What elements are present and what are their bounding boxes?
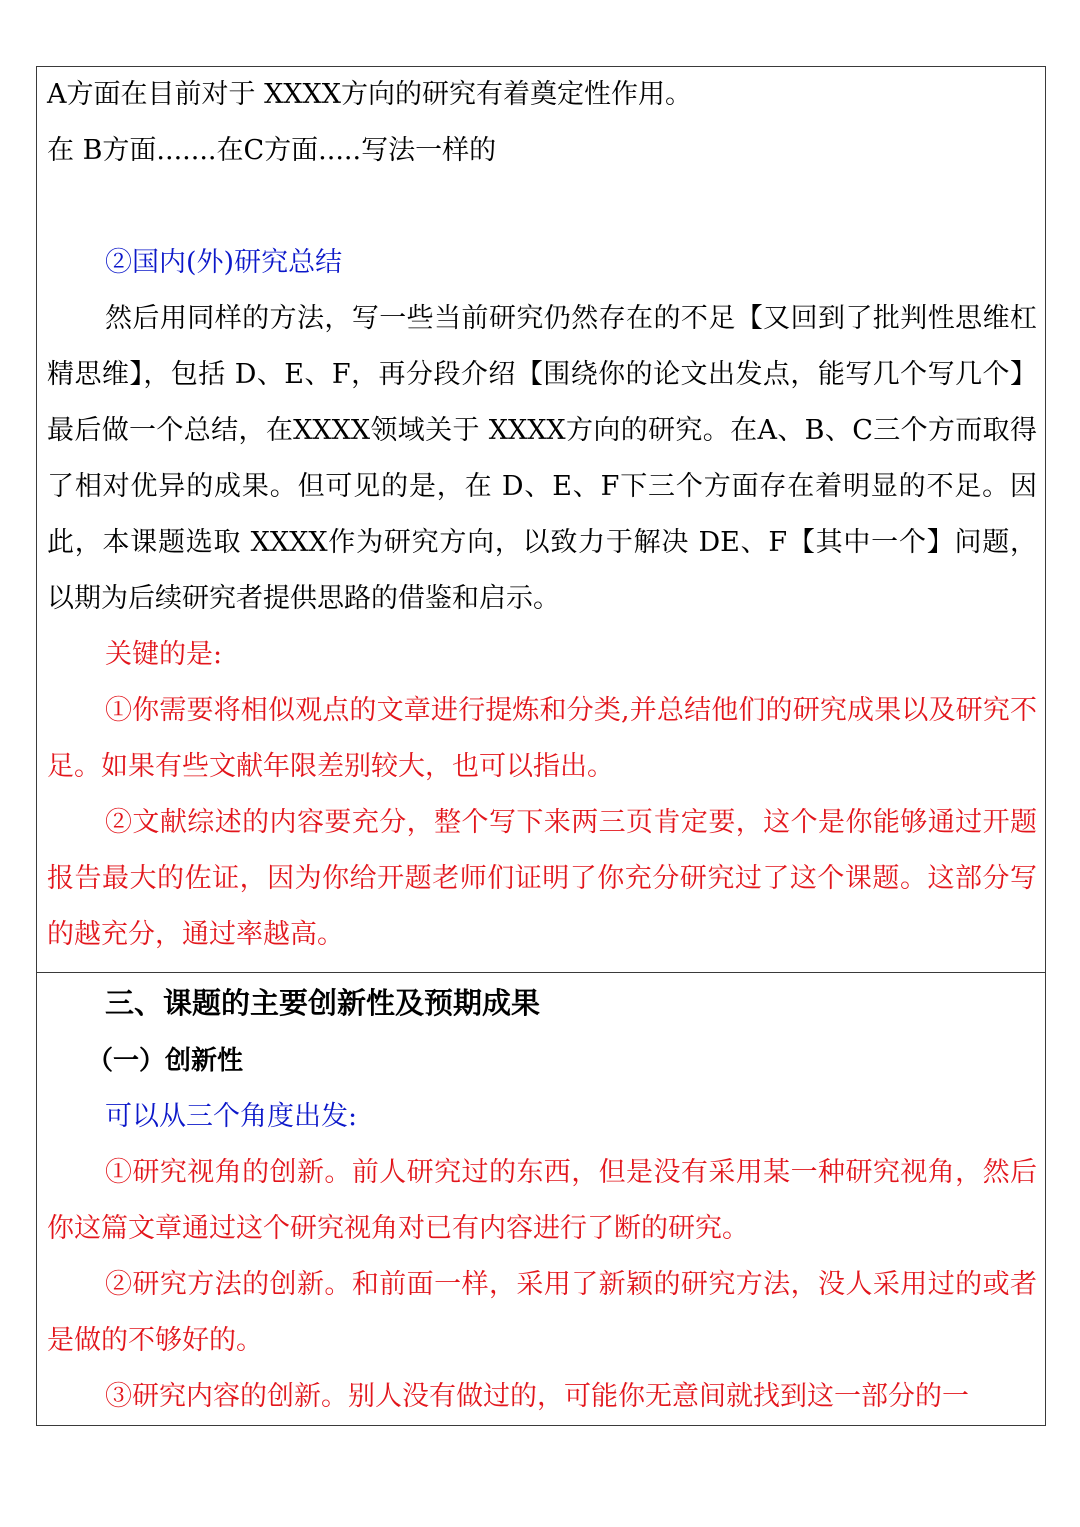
innovation-point-3: ③研究内容的创新。别人没有做过的，可能你无意间就找到这一部分的一: [105, 1381, 969, 1412]
paragraph-b-c-aspects: 在 B方面.......在C方面.....写法一样的: [47, 135, 497, 166]
paragraph-a-aspect: A方面在目前对于 XXXX方向的研究有着奠定性作用。: [47, 79, 692, 110]
key-point-2: ②文献综述的内容要充分，整个写下来两三页肯定要，这个是你能够通过开题报告最大的佐证，因为你给开题老师们证明了你充分研究过了这个课题。这部分写的越充分，通过率越高。: [47, 807, 1037, 950]
summary-title: ②国内(外)研究总结: [105, 247, 343, 278]
section-subheading: （一）创新性: [87, 1046, 244, 1076]
literature-review-cell: [37, 67, 1045, 973]
key-point-1: ①你需要将相似观点的文章进行提炼和分类,并总结他们的研究成果以及研究不足。如果有些文献年限差别较大，也可以指出。: [47, 695, 1037, 782]
document-table: [36, 66, 1046, 1426]
innovation-intro: 可以从三个角度出发:: [105, 1101, 358, 1132]
summary-paragraph: 然后用同样的方法，写一些当前研究仍然存在的不足【又回到了批判性思维杠精思维】，包括 D、E、F，再分段介绍【围绕你的论文出发点，能写几个写几个】最后做一个总结，在XXXX领域关于 XXXX方向的研究。在A、B、C三个方而取得了相对优异的成果。但可见的是，在 D、E、F下三个方面存在着明显的不足。因此，本课题选取 XXXX作为研究方向，以致力于解决 DE、F【其中一个】问题，以期为后续研究者提供思路的借鉴和启示。: [47, 303, 1037, 614]
innovation-cell: [37, 973, 1045, 1425]
innovation-point-2: ②研究方法的创新。和前面一样，采用了新颖的研究方法，没人采用过的或者是做的不够好的。: [47, 1269, 1037, 1356]
key-title: 关键的是:: [105, 639, 223, 670]
section-heading: 三、课题的主要创新性及预期成果: [105, 986, 541, 1020]
blank-line: [47, 179, 1037, 235]
innovation-point-1: ①研究视角的创新。前人研究过的东西，但是没有采用某一种研究视角，然后你这篇文章通过这个研究视角对已有内容进行了断的研究。: [47, 1157, 1037, 1244]
